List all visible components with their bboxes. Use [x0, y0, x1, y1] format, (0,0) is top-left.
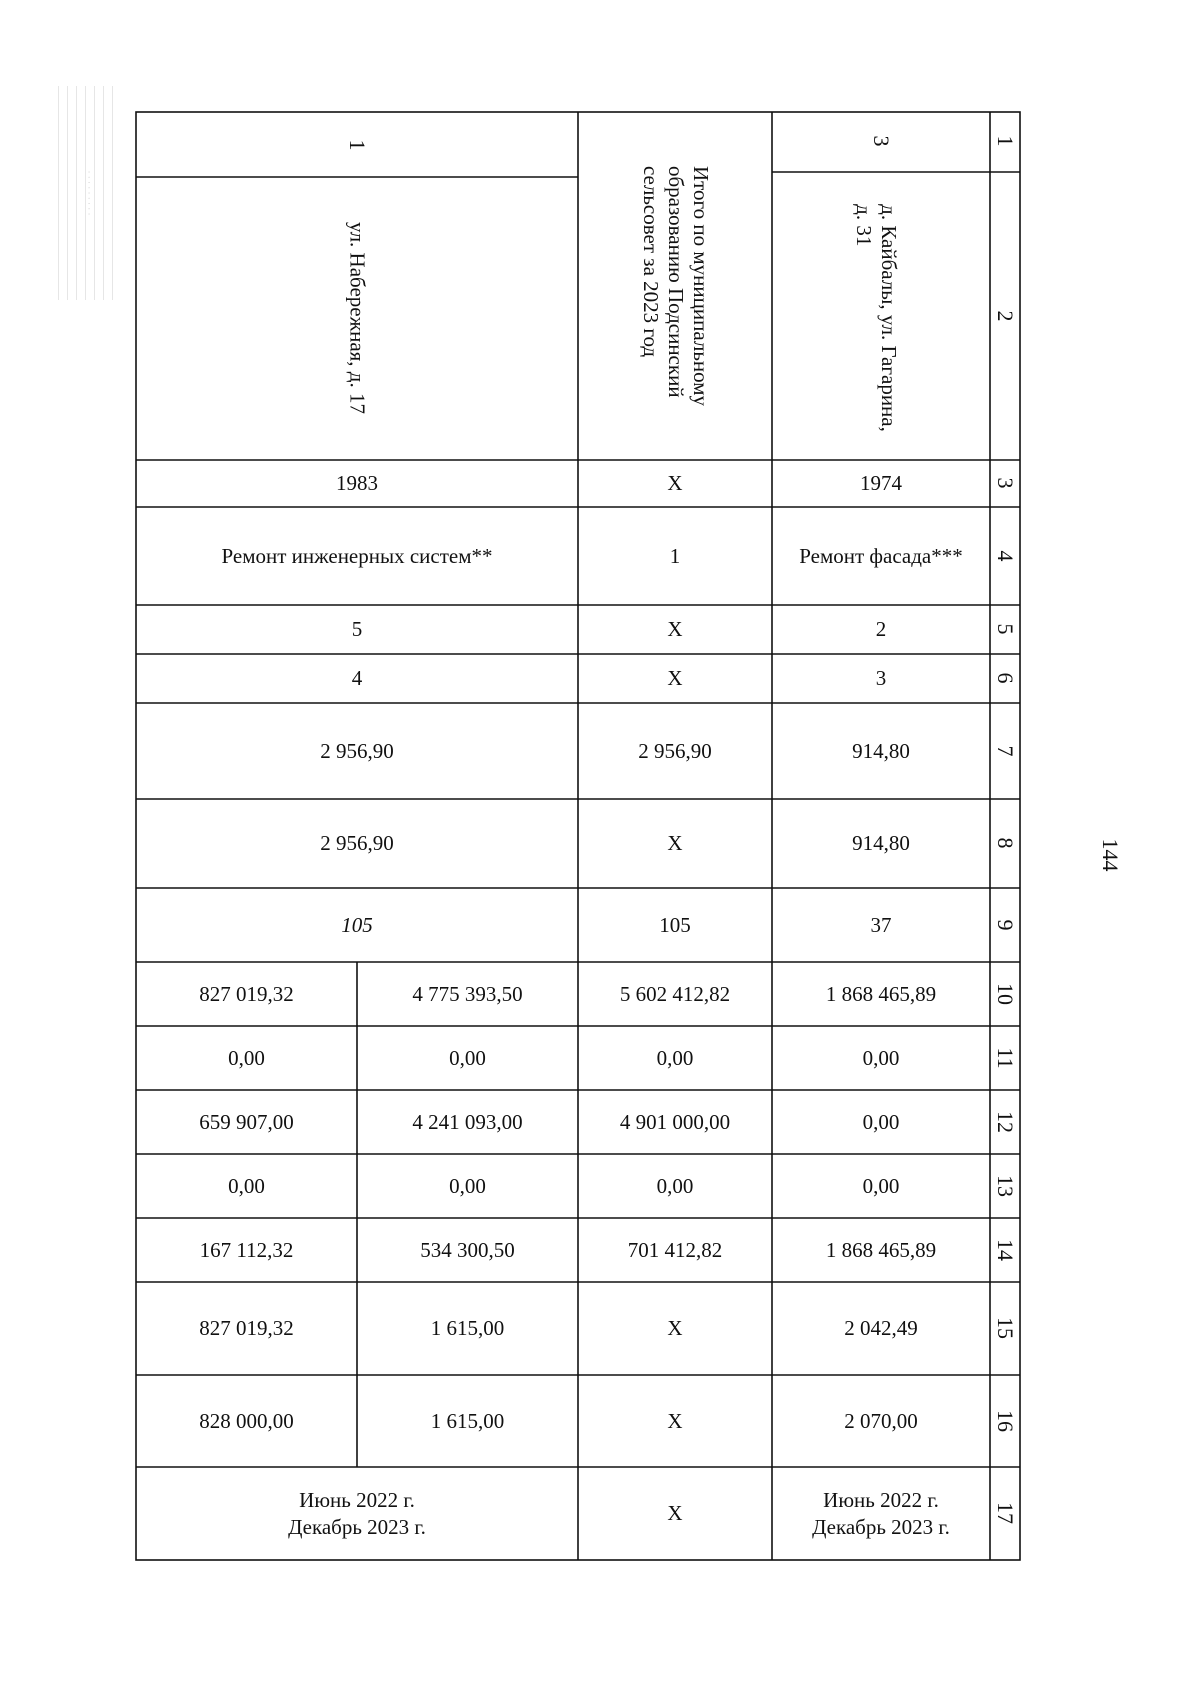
cell-r10-sec2: 5 602 412,82 — [619, 981, 731, 1006]
row-index-5: 5 — [993, 623, 1019, 635]
cell-r15-b: 1 615,00 — [430, 1316, 505, 1341]
cell-r3-sec3: 1974 — [860, 471, 902, 496]
column-number-1: 1 — [993, 135, 1019, 147]
cell-r8-sec3: 914,80 — [852, 831, 910, 856]
cell-r13-b: 0,00 — [449, 1173, 486, 1198]
section-3-address: д. Кайбалы, ул. Гагарина, д. 31 — [852, 204, 902, 432]
cell-r14-a: 167 112,32 — [199, 1237, 294, 1262]
cell-r16-sec2: Х — [667, 1408, 683, 1433]
row-index-9: 9 — [993, 919, 1019, 931]
cell-r6-sec3: 3 — [875, 666, 887, 691]
cell-r11-sec3: 0,00 — [862, 1045, 900, 1070]
cell-r12-a: 659 907,00 — [199, 1109, 294, 1134]
row-index-10: 10 — [993, 983, 1019, 1005]
cell-r11-a: 0,00 — [228, 1045, 265, 1070]
cell-r11-sec2: 0,00 — [656, 1045, 694, 1070]
page-number: 144 — [1098, 838, 1123, 872]
cell-r10-sec3: 1 868 465,89 — [825, 981, 937, 1006]
cell-r3-sec2: Х — [667, 471, 683, 496]
cell-r14-b: 534 300,50 — [420, 1237, 515, 1262]
cell-r15-sec2: Х — [667, 1316, 683, 1341]
cell-r10-b: 4 775 393,50 — [412, 981, 523, 1006]
cell-r11-b: 0,00 — [449, 1045, 486, 1070]
cell-r4-sec1: Ремонт инженерных систем** — [221, 543, 493, 568]
cell-r9-sec3: 37 — [870, 912, 892, 937]
cell-r16-a: 828 000,00 — [199, 1408, 294, 1433]
cell-r12-b: 4 241 093,00 — [412, 1109, 523, 1134]
cell-r15-sec3: 2 042,49 — [844, 1316, 918, 1341]
section-2-title: Итого по муниципальному образованию Подсинский сельсовет за 2023 год — [638, 165, 713, 407]
cell-r10-a: 827 019,32 — [199, 981, 294, 1006]
section-1-number: 1 — [345, 139, 371, 151]
cell-r7-sec3: 914,80 — [852, 738, 910, 763]
cell-r15-a: 827 019,32 — [199, 1316, 294, 1341]
cell-r3-sec1: 1983 — [336, 471, 378, 496]
cell-r17-sec3: Июнь 2022 г. Декабрь 2023 г. — [812, 1488, 950, 1539]
cell-r5-sec1: 5 — [351, 617, 363, 642]
section-3-number: 3 — [869, 135, 895, 147]
cell-r13-a: 0,00 — [228, 1173, 265, 1198]
cell-r7-sec1: 2 956,90 — [320, 738, 394, 763]
row-index-8: 8 — [993, 837, 1019, 849]
cell-r14-sec3: 1 868 465,89 — [825, 1237, 937, 1262]
cell-r9-sec2: 105 — [659, 912, 691, 937]
row-index-16: 16 — [993, 1410, 1019, 1432]
cell-r4-sec2: 1 — [669, 543, 681, 568]
cell-r13-sec2: 0,00 — [656, 1173, 694, 1198]
column-number-2: 2 — [993, 310, 1019, 322]
cell-r5-sec3: 2 — [875, 617, 887, 642]
cell-r7-sec2: 2 956,90 — [638, 738, 712, 763]
row-index-12: 12 — [993, 1111, 1019, 1133]
row-index-6: 6 — [993, 672, 1019, 684]
cell-r8-sec2: Х — [667, 831, 683, 856]
cell-r4-sec3: Ремонт фасада*** — [799, 543, 963, 568]
cell-r16-b: 1 615,00 — [430, 1408, 505, 1433]
cell-r13-sec3: 0,00 — [862, 1173, 900, 1198]
cell-r16-sec3: 2 070,00 — [844, 1408, 918, 1433]
row-index-15: 15 — [993, 1317, 1019, 1339]
cell-r9-sec1: 105 — [341, 912, 373, 937]
cell-r6-sec2: Х — [667, 666, 683, 691]
cell-r12-sec3: 0,00 — [862, 1109, 900, 1134]
row-index-11: 11 — [993, 1047, 1019, 1069]
cell-r14-sec2: 701 412,82 — [627, 1237, 723, 1262]
row-index-7: 7 — [993, 745, 1019, 757]
cell-r17-sec1: Июнь 2022 г. Декабрь 2023 г. — [288, 1488, 426, 1539]
cell-r12-sec2: 4 901 000,00 — [619, 1109, 731, 1134]
row-index-4: 4 — [993, 550, 1019, 562]
row-index-13: 13 — [993, 1175, 1019, 1197]
cell-r8-sec1: 2 956,90 — [320, 831, 394, 856]
cell-r6-sec1: 4 — [351, 666, 363, 691]
row-index-14: 14 — [993, 1239, 1019, 1261]
row-index-3: 3 — [993, 477, 1019, 489]
section-1-address: ул. Набережная, д. 17 — [345, 221, 370, 415]
cell-r5-sec2: Х — [667, 617, 683, 642]
registration-stamp: · · · · · · · · · — [58, 86, 120, 300]
row-index-17: 17 — [993, 1502, 1019, 1524]
cell-r17-sec2: Х — [667, 1501, 683, 1526]
